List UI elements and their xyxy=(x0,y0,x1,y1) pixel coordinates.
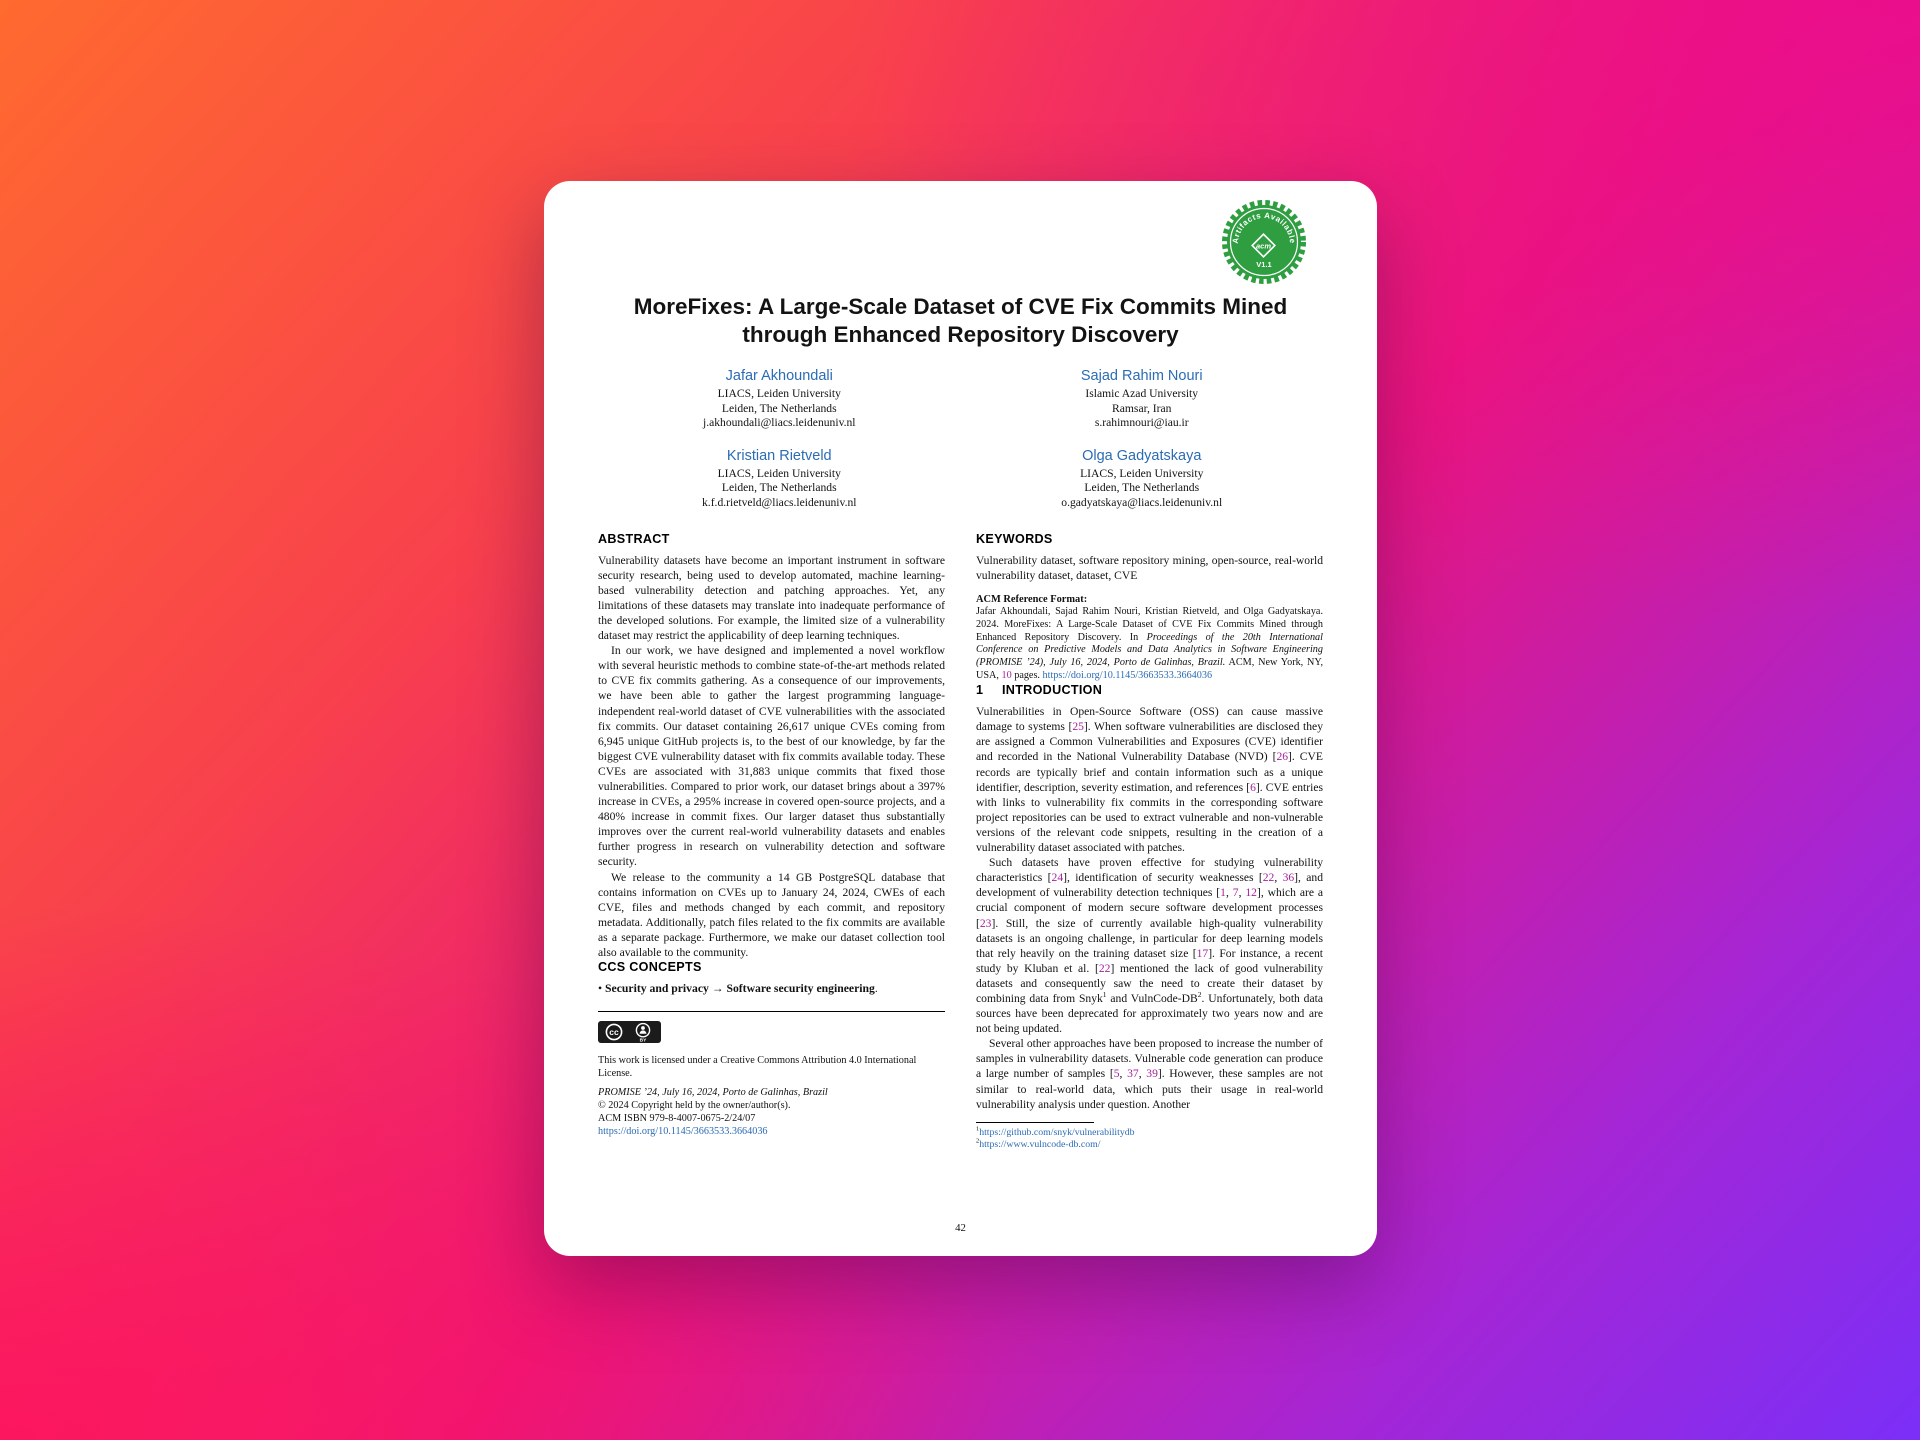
author-email: o.gadyatskaya@liacs.leidenuniv.nl xyxy=(1061,495,1223,509)
author-affiliation: LIACS, Leiden University xyxy=(717,466,841,480)
acm-reference-label: ACM Reference Format: xyxy=(976,593,1088,605)
footnote-marker: 2 xyxy=(976,1137,980,1145)
author-email: j.akhoundali@liacs.leidenuniv.nl xyxy=(702,416,856,430)
intro-paragraph: Vulnerabilities in Open-Source Software (OSS) can cause massive damage to systems [25]. When software vulnerabilities are disclosed they are assigned a Common Vulnerabilities and Exposures (CVE) identifier and recorded in the National Vulnerability Database (NVD) [26]. CVE records are typically brief and contain information such as a unique identifier, description, severity estimation, and references [6]. CVE entries with links to vulnerability fix commits in the corresponding software project repositories can be used to extract vulnerable and non-vulnerable versions of the relevant code snippets, resulting in the creation of a vulnerability dataset associated with patches. xyxy=(976,705,1324,855)
two-column-body xyxy=(598,532,1323,1152)
acm-reference-text: Jafar Akhoundali, Sajad Rahim Nouri, Kristian Rietveld, and Olga Gadyatskaya. 2024. MoreFixes: A Large-Scale Dataset of CVE Fix Commits Mined through Enhanced Repository Discovery. In Proceedings of the 20th International Conference on Predictive Models and Data Analytics in Software Engineering (PROMISE ’24), July 16, 2024, Porto de Galinhas, Brazil. ACM, New York, NY, USA, 10 pages. https://doi.org/10.1145/3663533.3664036 xyxy=(976,605,1323,682)
footnote-link[interactable]: https://www.vulncode-db.com/ xyxy=(979,1139,1101,1151)
isbn-line: ACM ISBN 979-8-4007-0675-2/24/07 xyxy=(598,1112,756,1124)
copyright-line: © 2024 Copyright held by the owner/author(s). xyxy=(598,1099,791,1111)
intro-paragraph: Such datasets have proven effective for studying vulnerability characteristics [24], identification of security weaknesses [22, 36], and development of vulnerability detection techniques [1, 7, 12], which are a crucial component of modern secure software development processes [23]. Still, the size of currently available high-quality vulnerability datasets is an ongoing challenge, in particular for deep learning models that rely heavily on the training dataset size [17]. For instance, a recent study by Kluban et al. [22] mentioned the lack of good vulnerability datasets and consequently saw the need to create their dataset by combining data from Snyk$^1$ and VulnCode-$DB^2$. Unfortunately, both data sources have been deprecated for approximately two years now and are not being updated. xyxy=(976,856,1324,1036)
footnote-1 xyxy=(976,1127,1323,1139)
section-title: INTRODUCTION xyxy=(1002,683,1103,698)
author-name: Olga Gadyatskaya xyxy=(1082,447,1202,464)
keywords-heading: KEYWORDS xyxy=(976,531,1053,546)
right-column xyxy=(976,532,1323,1152)
section-number: 1 xyxy=(976,683,984,698)
copyright-rule xyxy=(598,1011,945,1012)
badge-acm-logo-text: acm xyxy=(1255,241,1272,251)
author-affiliation: Islamic Azad University xyxy=(1085,387,1199,400)
ccs-concepts-line: • Security and privacy → Software security engineering. xyxy=(598,982,878,996)
intro-paragraph: Several other approaches have been proposed to increase the number of samples in vulnerability datasets. Vulnerable code generation can produce a large number of samples [5, 37, 39]. However, these samples are not similar to real-world data, which puts their usage in real-world vulnerability analysis under question. Another xyxy=(976,1037,1324,1111)
author-affiliation: LIACS, Leiden University xyxy=(1080,466,1204,480)
author-name: Sajad Rahim Nouri xyxy=(1080,368,1203,384)
author-email: s.rahimnouri@iau.ir xyxy=(1094,416,1189,430)
footnote-rule xyxy=(976,1122,1094,1123)
author-name: Jafar Akhoundali xyxy=(725,368,833,384)
author-2 xyxy=(961,368,1324,431)
author-location: Leiden, The Netherlands xyxy=(721,401,837,415)
svg-text:BY: BY xyxy=(639,1038,647,1044)
abstract-heading: ABSTRACT xyxy=(598,531,670,546)
author-location: Leiden, The Netherlands xyxy=(721,481,837,495)
introduction-heading xyxy=(976,683,1323,697)
license-statement: This work is licensed under a Creative Commons Attribution 4.0 International License. xyxy=(598,1055,917,1079)
footnote-link[interactable]: https://github.com/snyk/vulnerabilitydb xyxy=(979,1126,1135,1138)
author-4 xyxy=(961,448,1324,511)
left-column xyxy=(598,532,945,1152)
footnote-2 xyxy=(976,1139,1323,1151)
doi-link[interactable]: https://doi.org/10.1145/3663533.3664036 xyxy=(598,1125,768,1137)
author-name: Kristian Rietveld xyxy=(726,447,832,464)
author-affiliation: LIACS, Leiden University xyxy=(717,387,841,400)
conference-line: PROMISE ’24, July 16, 2024, Porto de Galinhas, Brazil xyxy=(598,1086,828,1098)
cc-by-badge-icon xyxy=(598,1021,945,1048)
paper-title: MoreFixes: A Large-Scale Dataset of CVE Fix Commits Mined through Enhanced Repository Discovery xyxy=(633,294,1288,347)
acm-artifacts-badge-icon xyxy=(1221,199,1307,285)
ccs-heading: CCS CONCEPTS xyxy=(598,960,702,975)
abstract-paragraph: In our work, we have designed and implemented a novel workflow with several heuristic methods to combine state-of-the-art methods related to CVE fix commits gathering. As a consequence of our improvements, we have been able to gather the largest programming language-independent real-world dataset of CVE vulnerabilities with the associated fix commits. Our dataset containing 26,617 unique CVEs coming from 6,945 unique GitHub projects is, to the best of our knowledge, by far the biggest CVE vulnerability dataset with fix commits available today. These CVEs are associated with 31,883 unique commits that fixed those vulnerabilities. Compared to prior work, our dataset brings about a 397% increase in CVEs, a 295% increase in covered open-source projects, and a 480% increase in commit fixes. Our larger dataset thus substantially improves over the current real-world vulnerability datasets and enables further progress in research on vulnerability detection and software security. xyxy=(598,644,945,869)
svg-text:cc: cc xyxy=(609,1027,619,1038)
author-1 xyxy=(598,368,961,431)
footnote-marker: 1 xyxy=(976,1125,980,1133)
author-email: k.f.d.rietveld@liacs.leidenuniv.nl xyxy=(702,495,857,509)
paper-page xyxy=(544,181,1377,1256)
keywords-text: Vulnerability dataset, software repository mining, open-source, real-world vulnerability dataset, dataset, CVE xyxy=(976,553,1323,582)
authors-block xyxy=(598,368,1323,511)
badge-version-text: V1.1 xyxy=(1256,260,1272,269)
author-location: Ramsar, Iran xyxy=(1112,401,1172,415)
abstract-paragraph: Vulnerability datasets have become an important instrument in software security research, being used to develop automated, machine learning-based vulnerability detection and patching approaches. Yet, any limitations of these datasets may translate into inadequate performance of the developed solutions. For example, the limited size of a vulnerability dataset may restrict the applicability of deep learning techniques. xyxy=(598,553,945,643)
page-number: 42 xyxy=(955,1222,966,1234)
author-location: Leiden, The Netherlands xyxy=(1084,481,1200,495)
abstract-paragraph: We release to the community a 14 GB PostgreSQL database that contains information on CVEs up to January 24, 2024, CWEs of each CVE, files and methods changed by each commit, and repository metadata. Additionally, patch files related to the fix commits are available as a separate package. Furthermore, we make our dataset collection tool also available to the community. xyxy=(598,870,945,959)
author-3 xyxy=(598,448,961,511)
badge-arc-text: Artifacts Available xyxy=(1230,210,1298,245)
